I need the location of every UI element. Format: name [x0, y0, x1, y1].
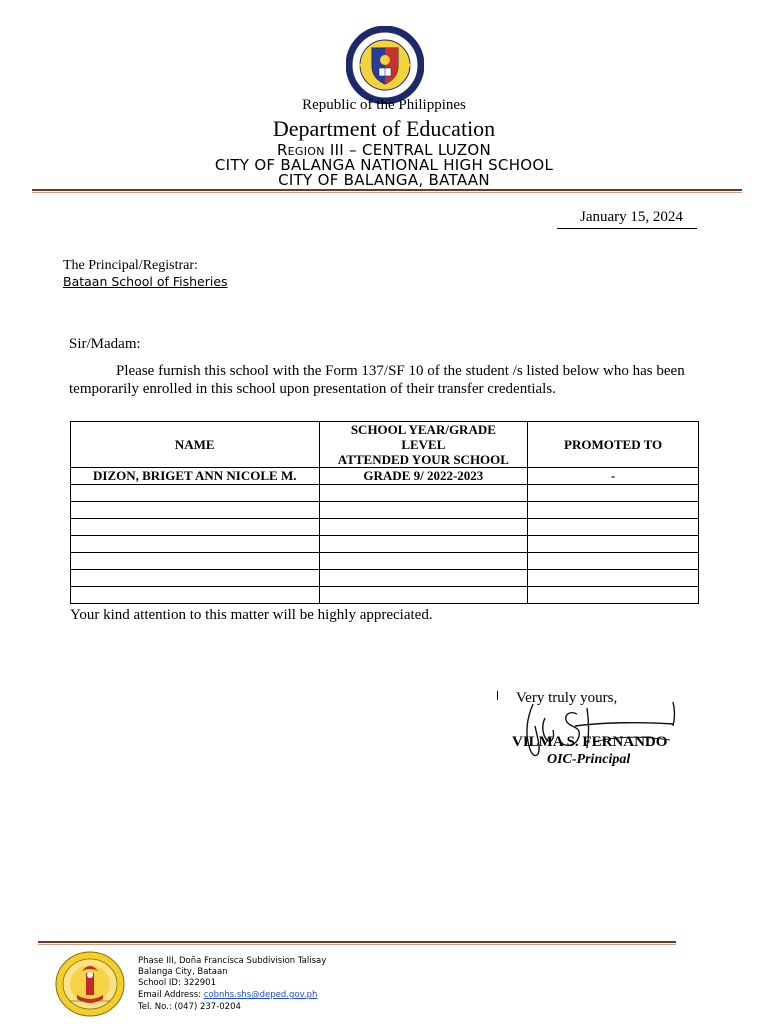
school-city: CITY OF BALANGA, BATAAN [278, 171, 490, 189]
complimentary-close: Very truly yours, [516, 690, 618, 706]
school-logo [55, 951, 125, 1017]
footer-address-line1: Phase III, Doña Francisca Subdivision Talisay [138, 956, 327, 966]
signatory-name: VILMA S. FERNANDO [512, 734, 668, 750]
footer-email-link[interactable]: cobnhs.shs@deped.gov.ph [203, 990, 318, 1000]
empty-cell [71, 587, 320, 604]
header-name: NAME [71, 422, 320, 468]
school-year-cell: GRADE 9/ 2022-2023 [319, 468, 528, 485]
table-row-empty [71, 587, 699, 604]
footer-address-line2: Balanga City, Bataan [138, 967, 228, 977]
empty-cell [71, 502, 320, 519]
table-row-empty [71, 536, 699, 553]
footer-email-label: Email Address: [138, 990, 204, 1000]
table-row-empty [71, 570, 699, 587]
addressee-school: Bataan School of Fisheries [63, 274, 228, 289]
footer-divider [38, 941, 676, 943]
header-school-year-line2: LEVEL [401, 437, 446, 452]
closing-line: Your kind attention to this matter will be highly appreciated. [70, 607, 433, 623]
empty-cell [319, 519, 528, 536]
header-school-year-line1: SCHOOL YEAR/GRADE [350, 422, 496, 437]
empty-cell [71, 570, 320, 587]
footer-divider-accent [38, 944, 676, 945]
footer-school-id: School ID: 322901 [138, 978, 216, 988]
header-school-year-line3: ATTENDED YOUR SCHOOL [337, 452, 509, 467]
deped-seal-logo [346, 26, 424, 104]
promoted-cell: - [528, 468, 699, 485]
table-row [71, 468, 699, 485]
signatory-title: OIC-Principal [547, 752, 631, 767]
empty-cell [319, 502, 528, 519]
department-title: Department of Education [272, 116, 496, 141]
table-row-empty [71, 553, 699, 570]
letter-date: January 15, 2024 [580, 209, 683, 225]
student-table [70, 421, 699, 604]
empty-cell [71, 536, 320, 553]
addressee-title: The Principal/Registrar: [63, 258, 198, 273]
empty-cell [528, 536, 699, 553]
table-row-empty [71, 519, 699, 536]
empty-cell [71, 553, 320, 570]
empty-cell [528, 587, 699, 604]
header-divider [32, 189, 742, 191]
date-underline [557, 228, 697, 229]
table-row-empty [71, 502, 699, 519]
empty-cell [319, 536, 528, 553]
request-paragraph-line2: temporarily enrolled in this school upon presentation of their transfer credentials. [69, 381, 556, 397]
header-divider-accent [32, 192, 742, 193]
header-promoted: PROMOTED TO [528, 422, 699, 468]
empty-cell [528, 570, 699, 587]
salutation: Sir/Madam: [69, 336, 141, 352]
margin-mark [497, 691, 498, 700]
header-school-year [319, 422, 528, 468]
region-line: Region III – CENTRAL LUZON [276, 141, 492, 159]
empty-cell [319, 485, 528, 502]
empty-cell [528, 553, 699, 570]
footer-email-row [138, 990, 317, 1001]
empty-cell [319, 570, 528, 587]
school-name: CITY OF BALANGA NATIONAL HIGH SCHOOL [214, 156, 554, 174]
empty-cell [71, 485, 320, 502]
empty-cell [319, 587, 528, 604]
empty-cell [71, 519, 320, 536]
student-name-cell: DIZON, BRIGET ANN NICOLE M. [71, 468, 320, 485]
footer-telephone: Tel. No.: (047) 237-0204 [138, 1002, 241, 1012]
table-header-row [71, 422, 699, 468]
table-row-empty [71, 485, 699, 502]
handwritten-signature [505, 696, 680, 768]
empty-cell [319, 553, 528, 570]
republic-line: Republic of the Philippines [302, 97, 466, 113]
empty-cell [528, 519, 699, 536]
empty-cell [528, 485, 699, 502]
request-paragraph-line1: Please furnish this school with the Form 137/SF 10 of the student /s listed below who has been [116, 363, 685, 379]
empty-cell [528, 502, 699, 519]
